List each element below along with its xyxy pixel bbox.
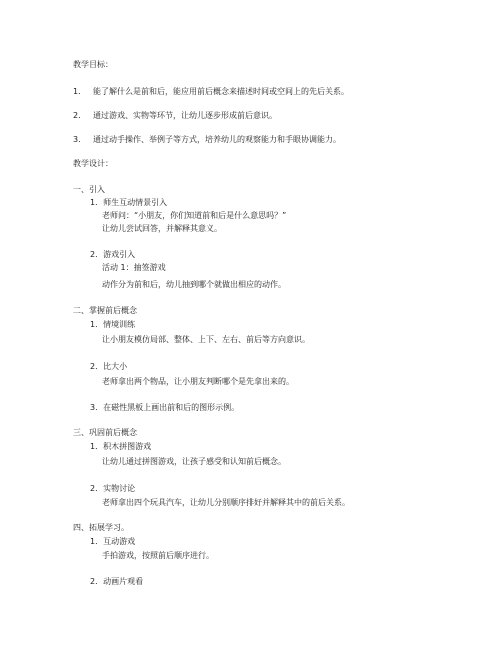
section-1-title: 一、引入 [73,185,105,194]
section-1-item-2-line-1: 活动 1：抽签游戏 [102,263,166,272]
goals-heading: 教学目标： [73,60,113,69]
section-4-title: 四、拓展学习。 [73,523,129,532]
section-3-item-1-title: 1．积木拼图游戏 [90,442,152,451]
goal-2-number: 2． [73,111,87,120]
design-heading: 教学设计： [73,159,113,168]
section-2-item-1-title: 1．情境训练 [90,320,136,329]
section-2-item-2-title: 2．比大小 [90,362,128,371]
goal-2-text: 通过游戏、实物等环节，让幼儿逐步形成前后意识。 [93,111,277,120]
section-2-title: 二、掌握前后概念 [73,306,137,315]
section-2-item-3-title: 3．在磁性黑板上画出前和后的图形示例。 [90,403,240,412]
section-3-item-2-line-1: 老师拿出四个玩具汽车，让幼儿分别顺序排好并解释其中的前后关系。 [102,498,350,507]
section-2-item-2-line-1: 老师拿出两个物品，让小朋友判断哪个是先拿出来的。 [102,377,294,386]
section-1-item-2-title: 2．游戏引入 [90,250,136,259]
section-4-item-1-title: 1．互动游戏 [90,537,136,546]
section-1-item-1-title: 1．师生互动情景引入 [90,198,168,207]
goal-3-text: 通过动手操作、举例子等方式，培养幼儿的观察能力和手眼协调能力。 [93,135,341,144]
goal-1-text: 能了解什么是前和后，能应用前后概念来描述时间或空间上的先后关系。 [93,87,349,96]
goal-1-number: 1． [73,87,87,96]
section-3-title: 三、巩固前后概念 [73,428,137,437]
section-1-item-2-line-2: 动作分为前和后，幼儿抽到哪个就做出相应的动作。 [102,280,286,289]
section-3-item-1-line-1: 让幼儿通过拼图游戏，让孩子感受和认知前后概念。 [102,457,286,466]
section-2-item-1-line-1: 让小朋友模仿局部、整体、上下、左右、前后等方向意识。 [102,335,310,344]
section-1-item-1-line-2: 让幼儿尝试回答，并解释其意义。 [102,224,222,233]
section-3-item-2-title: 2．实物讨论 [90,484,136,493]
goal-3-number: 3． [73,135,87,144]
section-1-item-1-line-1: 老师问：“小朋友，你们知道前和后是什么意思吗？” [102,211,287,220]
section-4-item-1-line-1: 手拍游戏，按照前后顺序进行。 [102,551,214,560]
section-4-item-2-title: 2．动画片观看 [90,577,144,586]
